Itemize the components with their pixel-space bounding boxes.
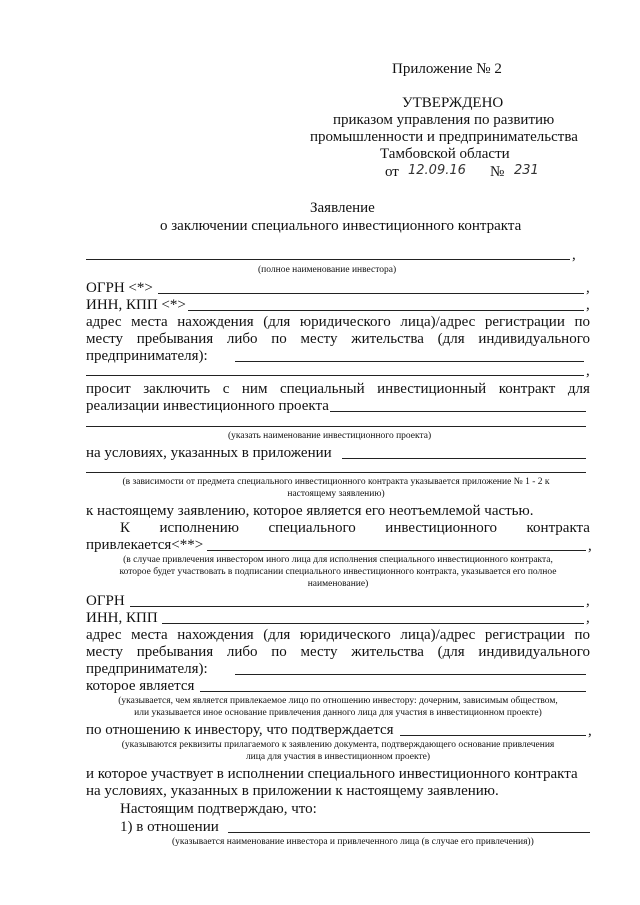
relation-hint-2: лица для участия в инвестиционном проекте) [245, 752, 431, 762]
which-is-field[interactable] [200, 691, 586, 692]
relation-label: по отношению к инвестору, что подтверждается [86, 722, 394, 738]
document-subtitle: о заключении специального инвестиционного контракта [160, 218, 522, 234]
inn-field[interactable] [188, 310, 584, 311]
order-line-1: приказом управления по развитию [333, 112, 555, 128]
ogrn2-label: ОГРН [86, 593, 125, 609]
appendix-number: Приложение № 2 [392, 61, 502, 77]
participates-line-1: и которое участвует в исполнении специального инвестиционного контракта [86, 766, 578, 782]
comma: , [586, 363, 590, 379]
which-is-hint-1: (указывается, чем является привлекаемое лицо по отношению инвестору: дочерним, зависимым обществом, [118, 696, 558, 706]
item1-field[interactable] [228, 832, 590, 833]
which-is-label: которое является [86, 678, 195, 694]
item1-hint: (указывается наименование инвестора и привлеченного лица (в случае его привлечения)) [172, 837, 534, 847]
comma: , [586, 593, 590, 609]
address-field[interactable] [235, 361, 584, 362]
conditions-field-2[interactable] [86, 472, 586, 473]
project-name-field-2[interactable] [86, 426, 586, 427]
inn2-field[interactable] [162, 623, 584, 624]
order-line-3: Тамбовской области [380, 146, 510, 162]
ogrn2-field[interactable] [130, 606, 584, 607]
ogrn-field[interactable] [158, 293, 584, 294]
integral-part-text: к настоящему заявлению, которое является его неотъемлемой частью. [86, 503, 534, 519]
involved-hint-2: которое будет участвовать в подписании специального инвестиционного контракта, указывается его полное [119, 567, 557, 577]
participates-line-2: на условиях, указанных в приложении к настоящему заявлению. [86, 783, 499, 799]
project-name-field[interactable] [330, 411, 586, 412]
which-is-hint-2: или указывается иное основание привлечения данного лица для участия в инвестиционном проекте) [134, 708, 542, 718]
relation-hint-1: (указываются реквизиты прилагаемого к заявлению документа, подтверждающего основание привлечения [121, 740, 555, 750]
approved-label: УТВЕРЖДЕНО [402, 95, 504, 111]
conditions-hint-2: настоящему заявлению) [287, 489, 385, 499]
involved-hint-3: наименование) [307, 579, 369, 589]
involved-hint-1: (в случае привлечения инвестором иного лица для исполнения специального инвестиционного контракта, [123, 555, 553, 565]
comma: , [586, 297, 590, 313]
from-label: от [385, 164, 399, 180]
execution-line-1: К исполнению специального инвестиционного контракта [120, 520, 590, 536]
address-line-3: предпринимателя): [86, 348, 208, 364]
involved-label: привлекается<**> [86, 537, 204, 553]
comma: , [588, 723, 592, 739]
order-line-2: промышленности и предпринимательства [310, 129, 578, 145]
comma: , [586, 610, 590, 626]
confirm-label: Настоящим подтверждаю, что: [120, 801, 317, 817]
address-line-2: месту пребывания либо по месту жительства (для индивидуального [86, 331, 590, 347]
address2-line-1: адрес места нахождения (для юридического лица)/адрес регистрации по [86, 627, 590, 643]
comma: , [588, 538, 592, 554]
project-hint: (указать наименование инвестиционного проекта) [228, 431, 432, 441]
handwritten-number: 231 [514, 163, 539, 178]
address2-line-3: предпринимателя): [86, 661, 208, 677]
request-line-1: просит заключить с ним специальный инвестиционный контракт для [86, 381, 590, 397]
comma: , [572, 247, 576, 263]
conditions-label: на условиях, указанных в приложении [86, 445, 332, 461]
address-line-1: адрес места нахождения (для юридического лица)/адрес регистрации по [86, 314, 590, 330]
relation-field[interactable] [400, 735, 586, 736]
comma: , [586, 280, 590, 296]
conditions-field[interactable] [342, 458, 586, 459]
request-line-2: реализации инвестиционного проекта [86, 398, 329, 414]
document-title: Заявление [310, 200, 375, 216]
handwritten-date: 12.09.16 [408, 163, 466, 178]
ogrn-label: ОГРН <*> [86, 280, 153, 296]
address2-field[interactable] [235, 674, 586, 675]
address-field-2[interactable] [86, 375, 584, 376]
number-label: № [490, 164, 505, 180]
investor-name-hint: (полное наименование инвестора) [258, 265, 397, 275]
inn-label: ИНН, КПП <*> [86, 297, 186, 313]
address2-line-2: месту пребывания либо по месту жительства (для индивидуального [86, 644, 590, 660]
item1-label: 1) в отношении [120, 819, 219, 835]
involved-field[interactable] [207, 550, 586, 551]
inn2-label: ИНН, КПП [86, 610, 158, 626]
investor-name-field[interactable] [86, 259, 570, 260]
conditions-hint-1: (в зависимости от предмета специального инвестиционного контракта указывается приложение № 1 - 2 к [122, 477, 550, 487]
